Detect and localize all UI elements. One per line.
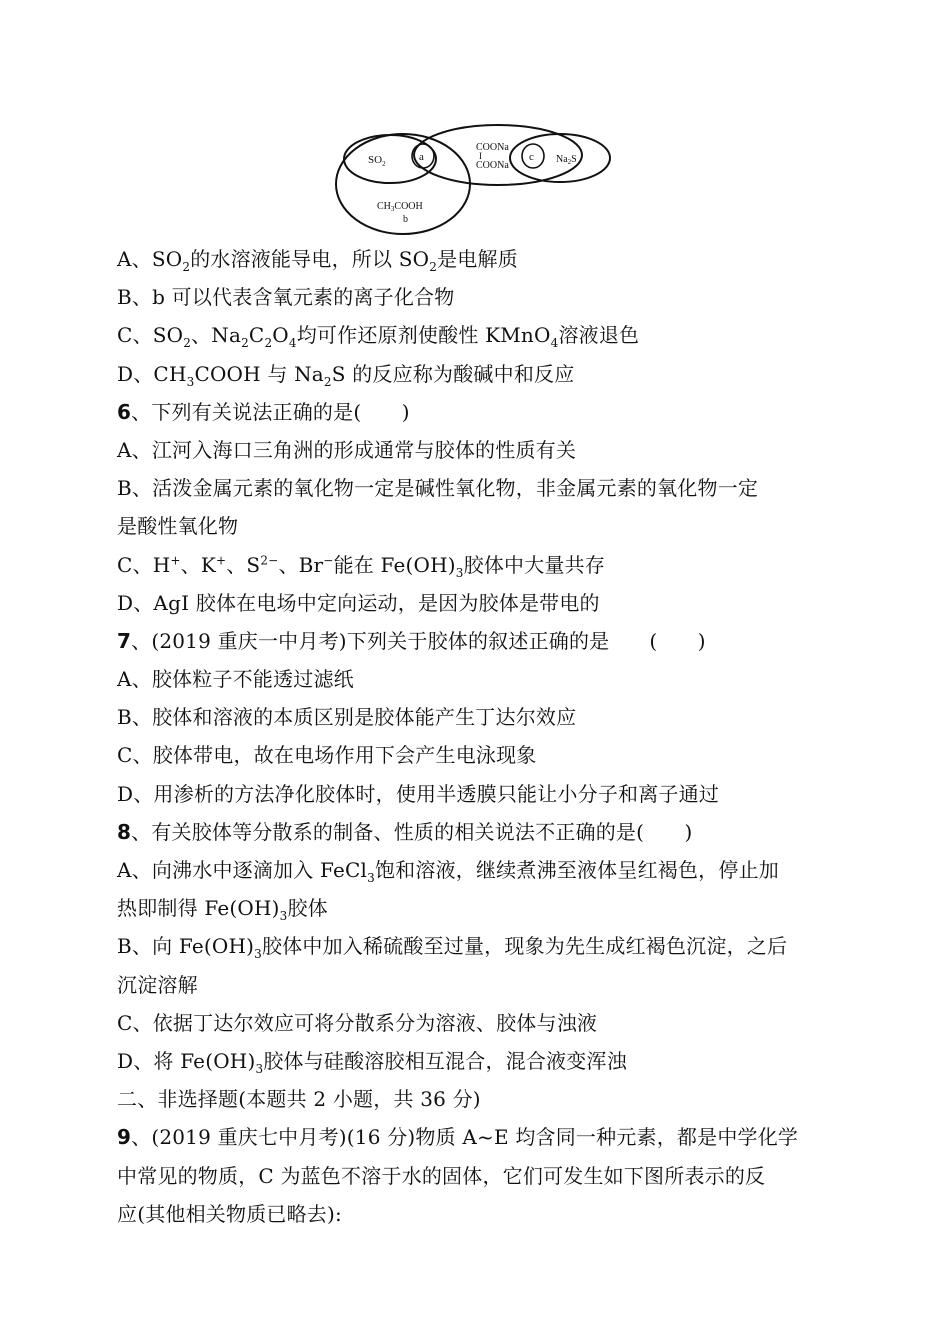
option-8a-cont: 热即制得 $Fe(OH)_3$胶体	[117, 896, 328, 924]
option-7c: C、胶体带电，故在电场作用下会产生电泳现象	[117, 743, 537, 768]
option-6b-cont: 是酸性氧化物	[117, 514, 239, 539]
section-heading: 二、非选择题(本题共 2 小题，共 36 分)	[117, 1087, 481, 1112]
option-8c: C、依据丁达尔效应可将分散系分为溶液、胶体与浊液	[117, 1010, 598, 1035]
question-text	[117, 240, 847, 1233]
option-5d: D、$CH_3COOH$ 与 $Na_2S$ 的反应称为酸碱中和反应	[117, 361, 575, 389]
question-8: 8、有关胶体等分散系的制备、性质的相关说法不正确的是( )	[117, 819, 693, 844]
option-5a: A、$SO_2$的水溶液能导电，所以 $SO_2$是电解质	[117, 247, 518, 274]
label-b: b	[403, 214, 408, 225]
question-9: 9、(2019 重庆七中月考)(16 分)物质 A~E 均含同一种元素，都是中学化学	[117, 1125, 799, 1150]
question-9-cont-2: 应(其他相关物质已略去):	[117, 1201, 342, 1226]
venn-diagram	[330, 118, 620, 236]
option-5b: B、b 可以代表含氧元素的离子化合物	[117, 285, 455, 310]
question-7: 7、(2019 重庆一中月考)下列关于胶体的叙述正确的是 ( )	[117, 628, 706, 653]
option-6c: C、H+、K+、$S^{2-}$、Br−能在 $Fe(OH)_3$胶体中大量共存	[117, 552, 606, 580]
option-7b: B、胶体和溶液的本质区别是胶体能产生丁达尔效应	[117, 705, 577, 730]
label-na2s: $Na_2S$	[556, 154, 577, 166]
venn-diagram-svg	[330, 118, 620, 236]
option-8b-cont: 沉淀溶解	[117, 972, 198, 997]
option-7a: A、胶体粒子不能透过滤纸	[117, 667, 354, 692]
label-so2: $SO_2$	[368, 154, 386, 168]
option-8d: D、将 $Fe(OH)_3$胶体与硅酸溶胶相互混合，混合液变浑浊	[117, 1048, 627, 1076]
question-6: 6、下列有关说法正确的是( )	[117, 399, 410, 424]
label-coona-mid: I	[479, 151, 482, 161]
label-coona-bottom: COONa	[476, 160, 509, 171]
option-6a: A、江河入海口三角洲的形成通常与胶体的性质有关	[117, 437, 577, 462]
option-7d: D、用渗析的方法净化胶体时，使用半透膜只能让小分子和离子通过	[117, 781, 720, 806]
label-ch3cooh: $CH_3COOH$	[377, 201, 423, 213]
question-9-cont-1: 中常见的物质，C 为蓝色不溶于水的固体，它们可发生如下图所表示的反	[117, 1163, 766, 1188]
option-8a: A、向沸水中逐滴加入 FeCl$_3$饱和溶液，继续煮沸至液体呈红褐色，停止加	[117, 858, 779, 885]
option-8b: B、向 $Fe(OH)_3$胶体中加入稀硫酸至过量，现象为先生成红褐色沉淀，之后	[117, 934, 788, 962]
option-6d: D、AgI 胶体在电场中定向运动，是因为胶体是带电的	[117, 590, 600, 615]
option-6b: B、活泼金属元素的氧化物一定是碱性氧化物，非金属元素的氧化物一定	[117, 476, 759, 501]
label-c: c	[529, 151, 534, 163]
label-a: a	[419, 151, 424, 163]
label-coona-top: COONa	[476, 142, 509, 153]
option-5c: C、$SO_2$、$Na_2C_2O_4$均可作还原剂使酸性 KMnO$_4$溶液退色	[117, 323, 640, 351]
